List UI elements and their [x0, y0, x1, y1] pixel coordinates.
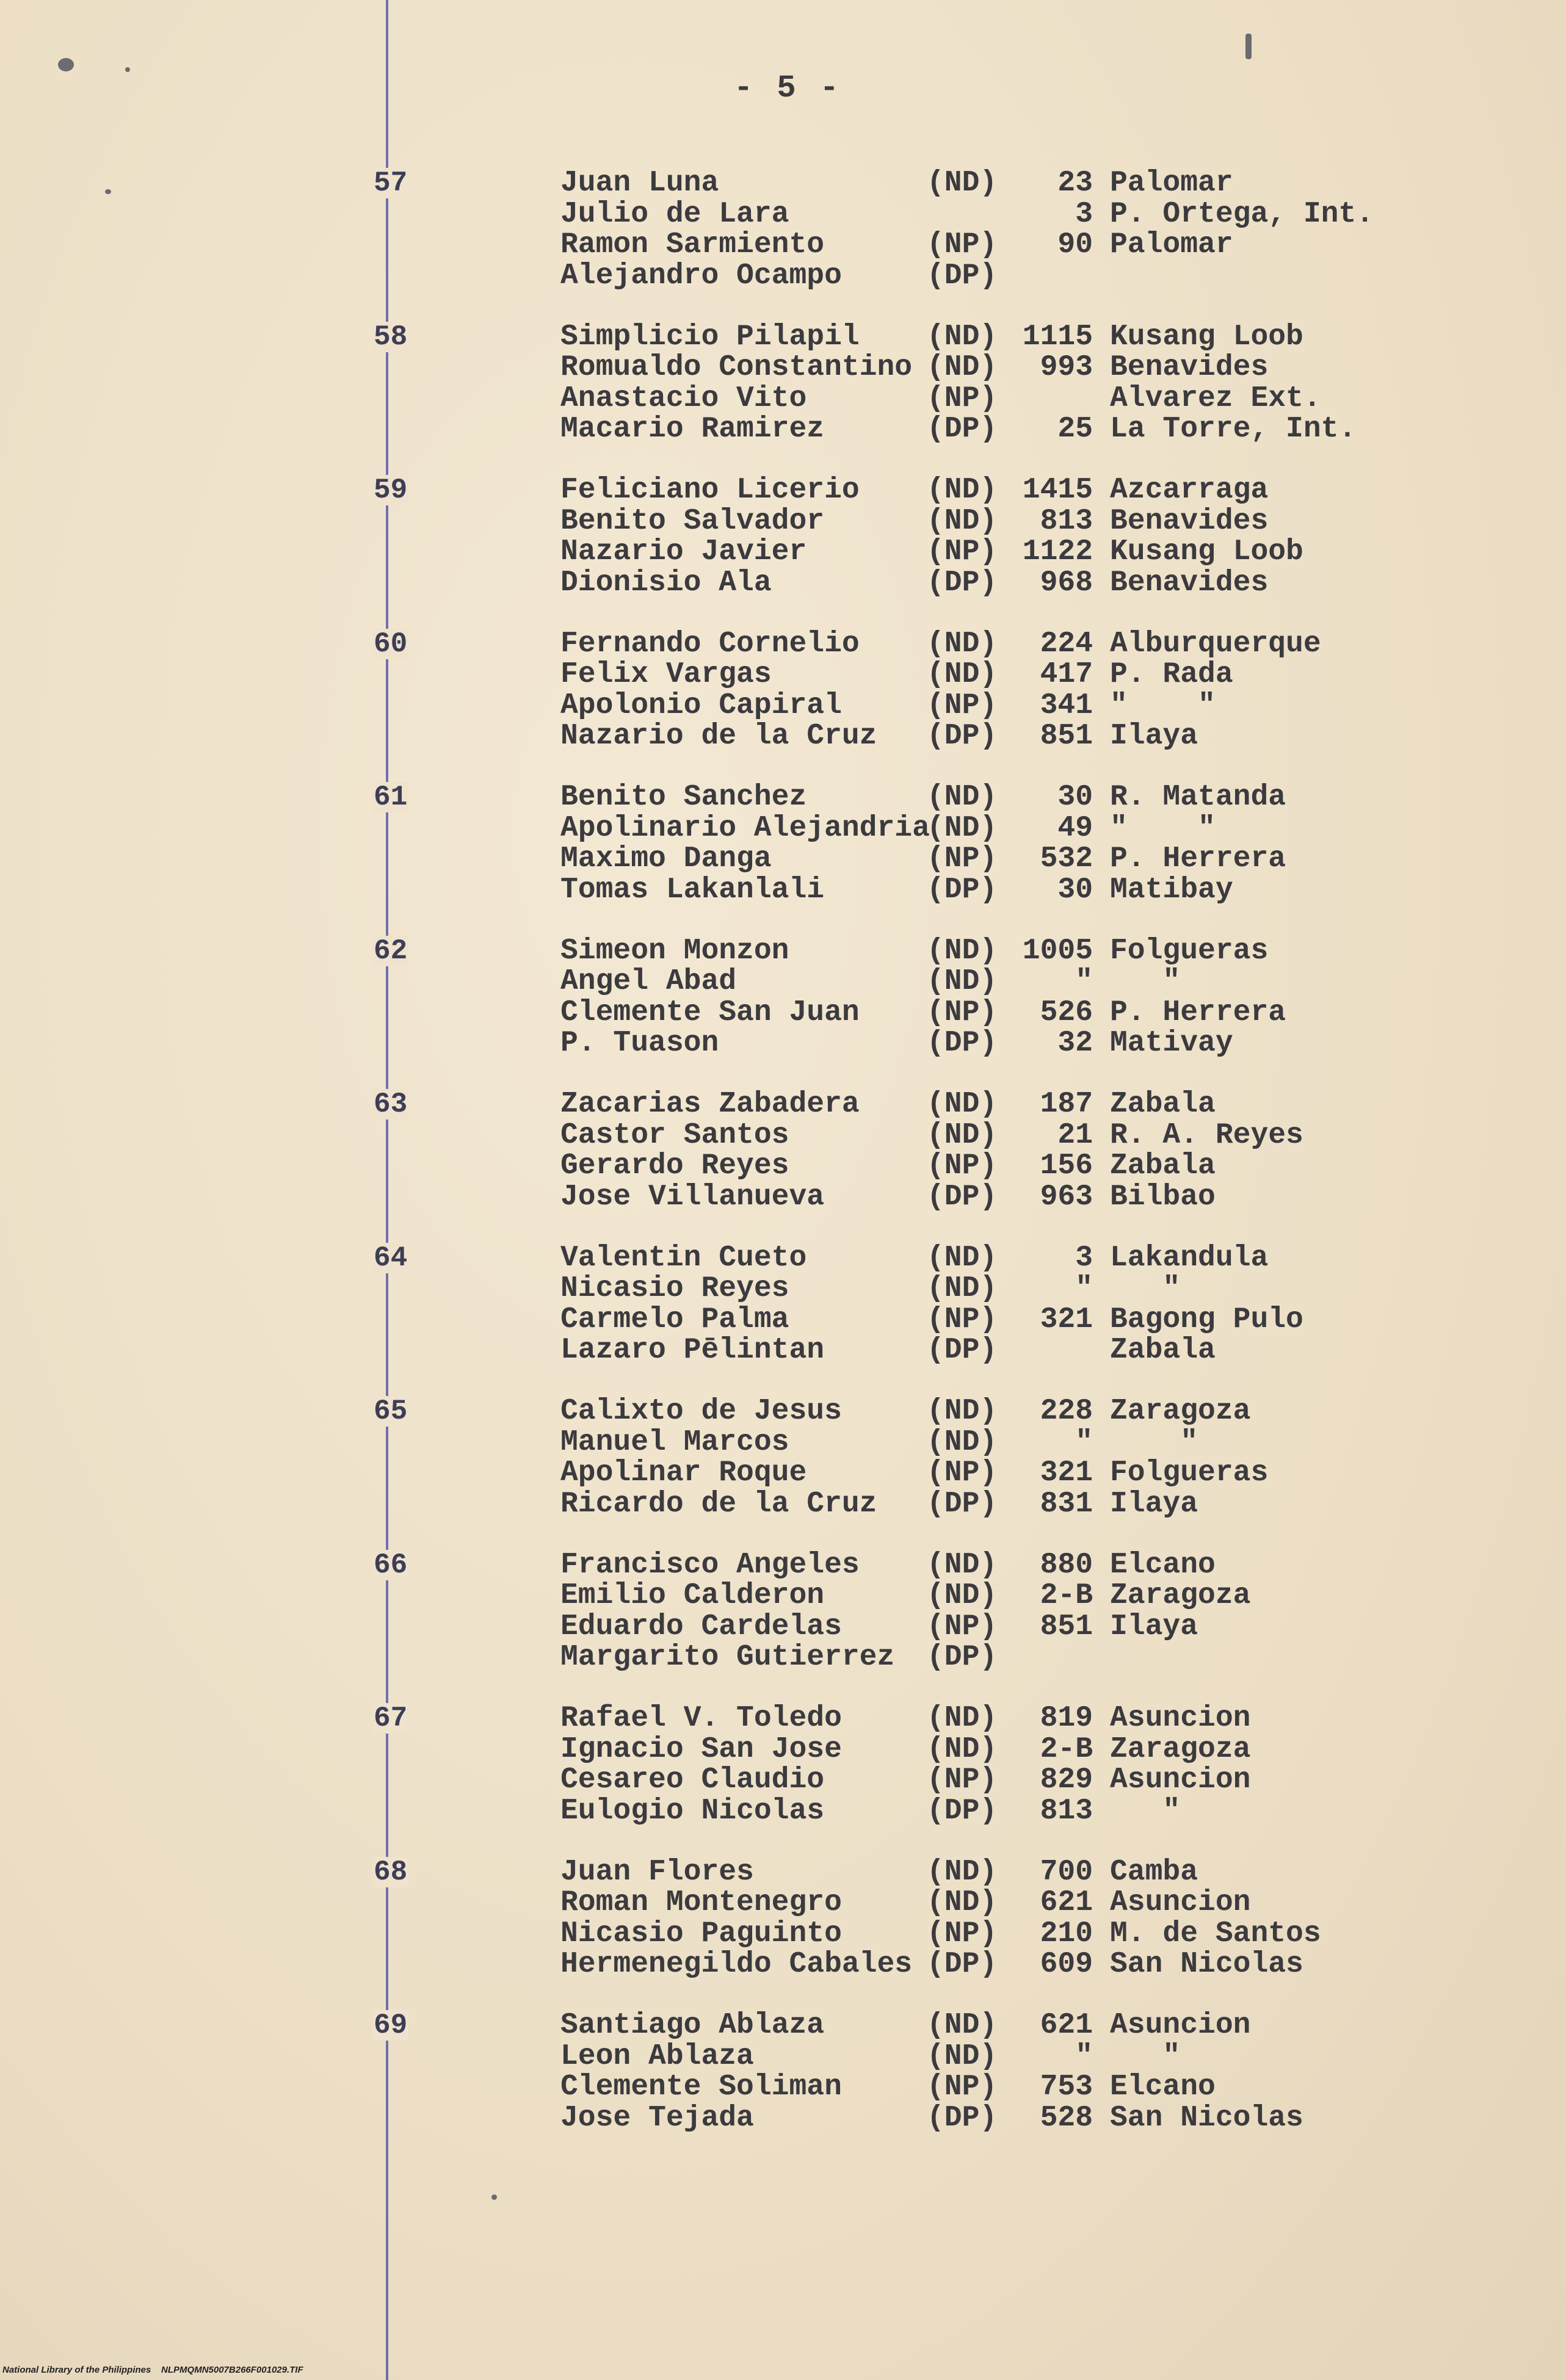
street-number: " [1075, 2039, 1093, 2073]
person-name: Fernando Cornelio [560, 627, 860, 660]
precinct-number: 64 [374, 1242, 408, 1274]
person-name: Santiago Ablaza [560, 2009, 825, 2042]
party-code: (NP) [927, 2071, 998, 2103]
list-item [0, 1151, 1566, 1181]
party-code: (ND) [927, 1702, 998, 1735]
party-code: (ND) [927, 934, 998, 968]
street-number: 156 [1040, 1149, 1093, 1182]
street-number: 32 [1057, 1027, 1093, 1060]
party-code: (DP) [927, 873, 998, 906]
person-name: Dionisio Ala [560, 566, 772, 599]
street-number: 621 [1040, 1886, 1093, 1919]
street-number: 819 [1040, 1702, 1093, 1735]
precinct-number: 68 [374, 1856, 408, 1888]
street-name: Benavides [1110, 566, 1269, 599]
street-number: 963 [1040, 1180, 1093, 1214]
person-name: Nazario Javier [560, 535, 807, 568]
street-name: " [1110, 1794, 1181, 1828]
person-name: Juan Luna [560, 167, 719, 200]
street-name: P. Herrera [1110, 842, 1286, 875]
person-name: Nazario de la Cruz [560, 720, 877, 753]
person-name: Macario Ramirez [560, 413, 825, 446]
person-name: Ramon Sarmiento [560, 228, 825, 261]
street-number: 831 [1040, 1487, 1093, 1521]
list-item [0, 1734, 1566, 1765]
street-name: Palomar [1110, 228, 1233, 261]
person-name: Alejandro Ocampo [560, 259, 842, 292]
street-name: M. de Santos [1110, 1917, 1321, 1950]
street-name: Kusang Loob [1110, 320, 1303, 353]
list-item [0, 659, 1566, 690]
precinct-number: 59 [374, 474, 408, 506]
street-number: 210 [1040, 1917, 1093, 1950]
street-name: Benavides [1110, 504, 1269, 538]
party-code: (NP) [927, 1149, 998, 1182]
precinct-group [0, 1396, 1566, 1519]
party-code: (NP) [927, 842, 998, 875]
street-number: 968 [1040, 566, 1093, 599]
party-code: (DP) [927, 2101, 998, 2135]
party-code: (DP) [927, 259, 998, 292]
list-item [0, 475, 1566, 505]
person-name: Jose Villanueva [560, 1180, 825, 1214]
party-code: (NP) [927, 1763, 998, 1796]
street-name: Kusang Loob [1110, 535, 1303, 568]
party-code: (ND) [927, 504, 998, 538]
person-name: Nicasio Paguinto [560, 1917, 842, 1950]
person-name: Leon Ablaza [560, 2039, 754, 2073]
street-name: Zaragoza [1110, 1732, 1251, 1766]
party-code: (NP) [927, 1456, 998, 1489]
list-item [0, 506, 1566, 537]
street-name: Bagong Pulo [1110, 1303, 1303, 1336]
party-code: (NP) [927, 1917, 998, 1950]
list-item [0, 1243, 1566, 1273]
party-code: (ND) [927, 1241, 998, 1275]
paper-speck [491, 2194, 497, 2200]
person-name: Nicasio Reyes [560, 1272, 789, 1305]
street-name: Alvarez Ext. [1110, 382, 1321, 415]
street-number: 528 [1040, 2101, 1093, 2135]
street-name: San Nicolas [1110, 2101, 1303, 2135]
precinct-group [0, 168, 1566, 291]
street-name: P. Herrera [1110, 996, 1286, 1029]
list-item [0, 629, 1566, 659]
precinct-group [0, 1089, 1566, 1212]
street-number: 187 [1040, 1088, 1093, 1121]
list-item [0, 537, 1566, 567]
list-item [0, 2041, 1566, 2072]
list-item [0, 1120, 1566, 1151]
precinct-number: 61 [374, 781, 408, 813]
list-item [0, 1642, 1566, 1673]
list-item [0, 230, 1566, 260]
street-name: Zabala [1110, 1149, 1216, 1182]
person-name: Hermenegildo Cabales [560, 1948, 913, 1981]
party-code: (NP) [927, 382, 998, 415]
party-code: (DP) [927, 1027, 998, 1060]
party-code: (ND) [927, 351, 998, 384]
street-number: 321 [1040, 1303, 1093, 1336]
precinct-group [0, 1857, 1566, 1980]
street-number: 30 [1057, 781, 1093, 814]
list-item [0, 1611, 1566, 1642]
street-name: Asuncion [1110, 1763, 1251, 1796]
street-name: " [1110, 1272, 1181, 1305]
person-name: Valentin Cueto [560, 1241, 807, 1275]
street-name: " [1110, 965, 1181, 998]
party-code: (ND) [927, 781, 998, 814]
list-item [0, 168, 1566, 198]
precinct-number: 67 [374, 1702, 408, 1734]
party-code: (ND) [927, 627, 998, 660]
street-number: 813 [1040, 504, 1093, 538]
list-item [0, 875, 1566, 905]
street-name: Bilbao [1110, 1180, 1216, 1214]
precinct-number: 57 [374, 167, 408, 199]
precinct-number: 69 [374, 2009, 408, 2041]
party-code: (NP) [927, 535, 998, 568]
list-item [0, 936, 1566, 966]
street-number: 228 [1040, 1395, 1093, 1428]
list-item [0, 690, 1566, 721]
street-number: 3 [1075, 1241, 1093, 1275]
precinct-number: 66 [374, 1549, 408, 1581]
street-number: 526 [1040, 996, 1093, 1029]
party-code: (DP) [927, 1948, 998, 1981]
street-number: 224 [1040, 627, 1093, 660]
list-item [0, 199, 1566, 230]
precinct-group [0, 2010, 1566, 2133]
party-code: (ND) [927, 1855, 998, 1889]
person-name: Carmelo Palma [560, 1303, 789, 1336]
person-name: Clemente San Juan [560, 996, 860, 1029]
street-name: Ilaya [1110, 1487, 1198, 1521]
street-number: 829 [1040, 1763, 1093, 1796]
party-code: (ND) [927, 1395, 998, 1428]
person-name: Felix Vargas [560, 658, 772, 691]
person-name: Feliciano Licerio [560, 474, 860, 507]
person-name: Margarito Gutierrez [560, 1641, 895, 1674]
person-name: Simplicio Pilapil [560, 320, 860, 353]
precinct-number: 58 [374, 320, 408, 353]
party-code: (NP) [927, 1303, 998, 1336]
list-item [0, 1182, 1566, 1212]
party-code: (DP) [927, 1487, 998, 1521]
list-item [0, 844, 1566, 874]
precinct-number: 60 [374, 628, 408, 660]
street-name: Alburquerque [1110, 627, 1321, 660]
person-name: Lazaro Pēlintan [560, 1334, 825, 1367]
street-name: Zaragoza [1110, 1579, 1251, 1612]
list-item [0, 2010, 1566, 2041]
list-item [0, 1304, 1566, 1335]
precinct-number: 62 [374, 935, 408, 967]
street-name: Camba [1110, 1855, 1198, 1889]
party-code: (ND) [927, 811, 998, 845]
list-item [0, 383, 1566, 414]
street-name: " [1110, 2039, 1181, 2073]
street-name: Folgueras [1110, 934, 1269, 968]
party-code: (DP) [927, 1334, 998, 1367]
street-number: 851 [1040, 1610, 1093, 1643]
street-number: 321 [1040, 1456, 1093, 1489]
person-name: Calixto de Jesus [560, 1395, 842, 1428]
street-name: Matibay [1110, 873, 1233, 906]
party-code: (DP) [927, 1641, 998, 1674]
party-code: (NP) [927, 1610, 998, 1643]
person-name: Roman Montenegro [560, 1886, 842, 1919]
list-item [0, 2072, 1566, 2102]
party-code: (ND) [927, 1886, 998, 1919]
party-code: (DP) [927, 1794, 998, 1828]
precinct-number: 63 [374, 1088, 408, 1120]
person-name: Jose Tejada [560, 2101, 754, 2135]
person-name: Romualdo Constantino [560, 351, 913, 384]
list-item [0, 997, 1566, 1028]
street-name: R. A. Reyes [1110, 1118, 1303, 1152]
precinct-group [0, 782, 1566, 905]
street-name: Asuncion [1110, 2009, 1251, 2042]
list-item [0, 1765, 1566, 1795]
street-name: Zaragoza [1110, 1395, 1251, 1428]
person-name: Ignacio San Jose [560, 1732, 842, 1766]
person-name: Eulogio Nicolas [560, 1794, 825, 1828]
precinct-group [0, 1703, 1566, 1826]
list-item [0, 1919, 1566, 1949]
person-name: Tomas Lakanlali [560, 873, 825, 906]
archive-footer: National Library of the Philippines NLPMQMN5007B266F001029.TIF [2, 2365, 303, 2375]
street-name: Ilaya [1110, 720, 1198, 753]
person-name: Gerardo Reyes [560, 1149, 789, 1182]
list-item [0, 2103, 1566, 2133]
street-name: Ilaya [1110, 1610, 1198, 1643]
street-name: Zabala [1110, 1334, 1216, 1367]
street-number: 753 [1040, 2071, 1093, 2103]
list-item [0, 1949, 1566, 1980]
party-code: (ND) [927, 167, 998, 200]
person-name: Rafael V. Toledo [560, 1702, 842, 1735]
street-number: 3 [1075, 197, 1093, 231]
street-number: " [1075, 1425, 1093, 1459]
list-item [0, 1335, 1566, 1365]
party-code: (ND) [927, 658, 998, 691]
street-name: " " [1110, 811, 1216, 845]
party-code: (ND) [927, 2039, 998, 2073]
street-number: 30 [1057, 873, 1093, 906]
person-name: Anastacio Vito [560, 382, 807, 415]
street-number: 621 [1040, 2009, 1093, 2042]
street-name: " " [1110, 689, 1216, 722]
person-name: Julio de Lara [560, 197, 789, 231]
list-item [0, 1089, 1566, 1119]
precinct-group [0, 475, 1566, 598]
party-code: (DP) [927, 1180, 998, 1214]
person-name: Clemente Soliman [560, 2071, 842, 2103]
street-name: Palomar [1110, 167, 1233, 200]
street-name: Asuncion [1110, 1702, 1251, 1735]
paper-speck [125, 67, 130, 72]
street-number: 417 [1040, 658, 1093, 691]
party-code: (ND) [927, 1732, 998, 1766]
person-name: Juan Flores [560, 1855, 754, 1889]
list-item [0, 1273, 1566, 1304]
person-name: Castor Santos [560, 1118, 789, 1152]
party-code: (ND) [927, 1118, 998, 1152]
precinct-number: 65 [374, 1395, 408, 1427]
street-name: Elcano [1110, 2071, 1216, 2103]
person-name: Manuel Marcos [560, 1425, 789, 1459]
list-item [0, 1427, 1566, 1458]
precinct-group [0, 1550, 1566, 1673]
street-name: San Nicolas [1110, 1948, 1303, 1981]
street-name: Benavides [1110, 351, 1269, 384]
party-code: (ND) [927, 1272, 998, 1305]
party-code: (ND) [927, 2009, 998, 2042]
party-code: (ND) [927, 1579, 998, 1612]
precinct-group [0, 1243, 1566, 1366]
person-name: Apolonio Capiral [560, 689, 842, 722]
person-name: Apolinario Alejandria [560, 811, 930, 845]
person-name: Angel Abad [560, 965, 737, 998]
list-item [0, 414, 1566, 444]
street-number: 993 [1040, 351, 1093, 384]
paper-speck [58, 58, 74, 71]
list-item [0, 1887, 1566, 1918]
street-number: 49 [1057, 811, 1093, 845]
person-name: Maximo Danga [560, 842, 772, 875]
street-number: 1005 [1022, 934, 1093, 968]
street-number: " [1075, 965, 1093, 998]
page-number: - 5 - [733, 70, 842, 106]
street-name: " [1110, 1425, 1198, 1459]
street-name: Elcano [1110, 1548, 1216, 1582]
street-number: 851 [1040, 720, 1093, 753]
street-number: 880 [1040, 1548, 1093, 1582]
precinct-group [0, 629, 1566, 752]
street-number: 23 [1057, 167, 1093, 200]
precinct-group [0, 936, 1566, 1059]
street-number: 609 [1040, 1948, 1093, 1981]
paper-speck [1245, 34, 1252, 59]
list-item [0, 1396, 1566, 1427]
street-name: Azcarraga [1110, 474, 1269, 507]
person-name: Ricardo de la Cruz [560, 1487, 877, 1521]
street-number: " [1075, 1272, 1093, 1305]
list-item [0, 813, 1566, 844]
street-name: Lakandula [1110, 1241, 1269, 1275]
street-number: 2-B [1040, 1579, 1093, 1612]
party-code: (NP) [927, 228, 998, 261]
party-code: (ND) [927, 320, 998, 353]
street-number: 1122 [1022, 535, 1093, 568]
list-item [0, 568, 1566, 598]
party-code: (ND) [927, 1548, 998, 1582]
list-item [0, 1857, 1566, 1887]
party-code: (ND) [927, 474, 998, 507]
party-code: (ND) [927, 1088, 998, 1121]
list-item [0, 782, 1566, 812]
street-number: 21 [1057, 1118, 1093, 1152]
person-name: Benito Salvador [560, 504, 825, 538]
party-code: (NP) [927, 689, 998, 722]
street-name: R. Matanda [1110, 781, 1286, 814]
party-code: (DP) [927, 566, 998, 599]
person-name: Benito Sanchez [560, 781, 807, 814]
list-item [0, 1028, 1566, 1058]
street-number: 341 [1040, 689, 1093, 722]
list-item [0, 1458, 1566, 1488]
party-code: (ND) [927, 1425, 998, 1459]
street-number: 2-B [1040, 1732, 1093, 1766]
list-item [0, 1580, 1566, 1611]
street-number: 90 [1057, 228, 1093, 261]
party-code: (ND) [927, 965, 998, 998]
street-name: Zabala [1110, 1088, 1216, 1121]
street-number: 813 [1040, 1794, 1093, 1828]
person-name: Cesareo Claudio [560, 1763, 825, 1796]
street-number: 532 [1040, 842, 1093, 875]
list-item [0, 1703, 1566, 1734]
party-code: (NP) [927, 996, 998, 1029]
street-number: 1115 [1022, 320, 1093, 353]
street-name: La Torre, Int. [1110, 413, 1357, 446]
list-item [0, 261, 1566, 291]
list-item [0, 1550, 1566, 1580]
person-name: P. Tuason [560, 1027, 719, 1060]
list-item [0, 721, 1566, 751]
street-name: P. Ortega, Int. [1110, 197, 1374, 231]
person-name: Zacarias Zabadera [560, 1088, 860, 1121]
precinct-group [0, 322, 1566, 445]
party-code: (DP) [927, 720, 998, 753]
street-name: P. Rada [1110, 658, 1233, 691]
party-code: (DP) [927, 413, 998, 446]
list-item [0, 1796, 1566, 1826]
person-name: Emilio Calderon [560, 1579, 825, 1612]
list-item [0, 322, 1566, 352]
list-item [0, 966, 1566, 997]
person-name: Francisco Angeles [560, 1548, 860, 1582]
street-name: Mativay [1110, 1027, 1233, 1060]
street-number: 700 [1040, 1855, 1093, 1889]
person-name: Eduardo Cardelas [560, 1610, 842, 1643]
person-name: Apolinar Roque [560, 1456, 807, 1489]
list-item [0, 352, 1566, 383]
list-item [0, 1489, 1566, 1519]
street-number: 1415 [1022, 474, 1093, 507]
person-name: Simeon Monzon [560, 934, 789, 968]
street-name: Asuncion [1110, 1886, 1251, 1919]
street-number: 25 [1057, 413, 1093, 446]
street-name: Folgueras [1110, 1456, 1269, 1489]
